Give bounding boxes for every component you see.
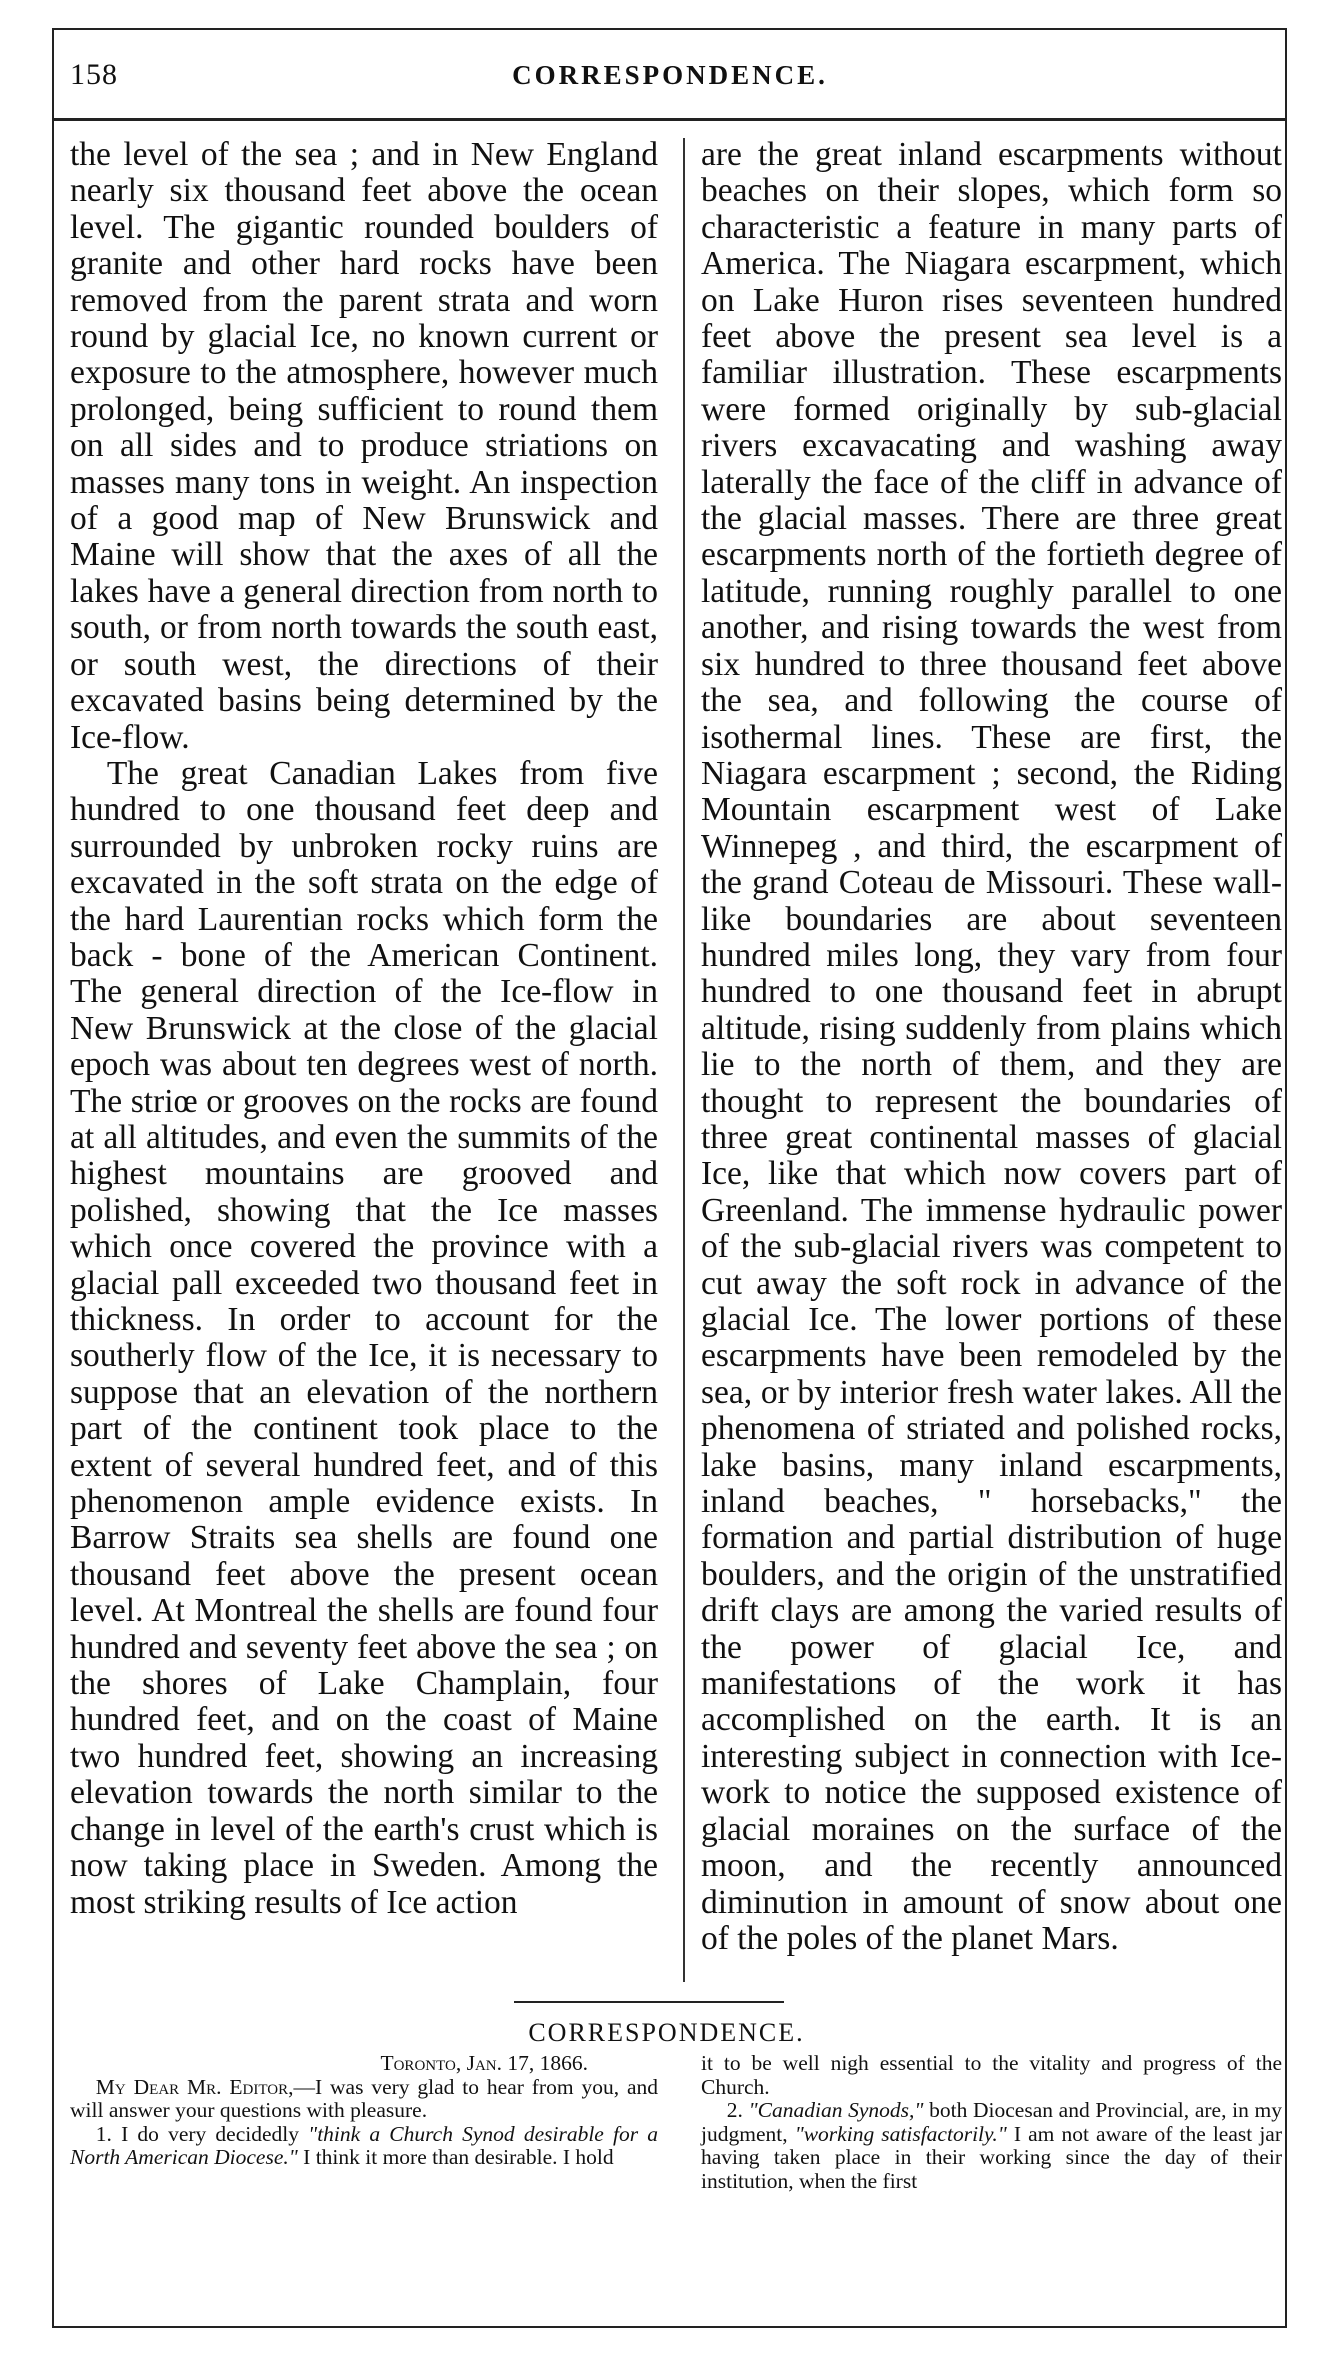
letter-continued: it to be well nigh essential to the vitality and progress of the Church. bbox=[701, 2051, 1282, 2099]
item-quote: "Canadian Synods," bbox=[742, 2098, 924, 2123]
page-header bbox=[70, 58, 1270, 108]
letter-opening bbox=[70, 2076, 658, 2123]
item-text: both Diocesan and Provincial, are, in my judgment, bbox=[701, 2098, 1283, 2146]
letter-column-left bbox=[70, 2052, 658, 2170]
letter-dateline: Toronto, Jan. 17, 1866. bbox=[380, 2051, 588, 2075]
page-number: 158 bbox=[70, 58, 118, 91]
item-text: I think it more than desirable. I hold bbox=[297, 2145, 614, 2170]
letter-opening-text: —I was very glad to hear from you, and will answer your questions with pleasure. bbox=[70, 2074, 658, 2123]
letter-column-right bbox=[701, 2052, 1282, 2194]
item-number: 1. bbox=[95, 2121, 112, 2146]
item-quote: "working satisfactorily." bbox=[794, 2121, 1007, 2146]
paragraph: are the great inland escarpments without beaches on their slopes, which form so characteristic a feature in many parts of America. The Niagara escarpment, which on Lake Huron rises seventeen hundred feet above the present sea level is a familiar illustration. These escarpments were formed originally by sub-glacial rivers excavacating and washing away laterally the face of the cliff in advance of the glacial masses. There are three great escarpments north of the fortieth degree of latitude, running roughly parallel to one another, and rising towards the west from six hundred to three thousand feet above the sea, and following the course of isothermal lines. These are first, the Niagara escarpment ; second, the Riding Mountain escarpment west of Lake Winnepeg , and third, the escarpment of the grand Coteau de Missouri. These wall-like boundaries are about seventeen hundred miles long, they vary from four hundred to one thousand feet in abrupt altitude, rising suddenly from plains which lie to the north of them, and they are thought to represent the boundaries of three great continental masses of glacial Ice, like that which now covers part of Greenland. The immense hydraulic power of the sub-glacial rivers was competent to cut away the soft rock in advance of the glacial Ice. The lower portions of these escarpments have been remodeled by the sea, or by interior fresh water lakes. All the phenomena of striated and polished rocks, lake basins, many inland escarpments, inland beaches, " horsebacks," the formation and partial distribution of huge boulders, and the origin of the unstratified drift clays are among the varied results of the power of glacial Ice, and manifestations of the work it has accomplished on the earth. It is an interesting subject in connection with Ice-work to notice the supposed existence of glacial moraines on the surface of the moon, and the recently announced diminution in amount of snow about one of the poles of the planet Mars. bbox=[701, 136, 1282, 1957]
letter-item-1 bbox=[70, 2123, 658, 2170]
article-column-left bbox=[70, 137, 658, 1921]
header-rule bbox=[52, 118, 1287, 121]
running-title: CORRESPONDENCE. bbox=[512, 60, 828, 90]
paragraph: the level of the sea ; and in New England nearly six thousand feet above the ocean level. The gigantic rounded boulders of granite and other hard rocks have been removed from the parent strata and worn round by glacial Ice, no known current or exposure to the atmosphere, however much prolonged, being sufficient to round them on all sides and to produce striations on masses many tons in weight. An inspection of a good map of New Brunswick and Maine will show that the axes of all the lakes have a general direction from north to south, or from north towards the south east, or south west, the directions of their excavated basins being determined by the Ice-flow. bbox=[70, 136, 658, 756]
item-number: 2. bbox=[726, 2098, 743, 2123]
letter-salutation: My Dear Mr. Editor, bbox=[95, 2074, 294, 2099]
correspondence-heading: CORRESPONDENCE. bbox=[528, 2018, 805, 2047]
letter-item-2 bbox=[701, 2099, 1282, 2193]
item-text: I do very decidedly bbox=[111, 2121, 309, 2146]
paragraph: The great Canadian Lakes from five hundred to one thousand feet deep and surrounded by unbroken rocky ruins are excavated in the soft strata on the edge of the hard Laurentian rocks which form the back - bone of the American Continent. The general direction of the Ice-flow in New Brunswick at the close of the glacial epoch was about ten degrees west of north. The striœ or grooves on the rocks are found at all altitudes, and even the summits of the highest mountains are grooved and polished, showing that the Ice masses which once covered the province with a glacial pall exceeded two thousand feet in thickness. In order to account for the southerly flow of the Ice, it is necessary to suppose that an elevation of the northern part of the continent took place to the extent of several hundred feet, and of this phenomenon ample evidence exists. In Barrow Straits sea shells are found one thousand feet above the present ocean level. At Montreal the shells are found four hundred and seventy feet above the sea ; on the shores of Lake Champlain, four hundred feet, and on the coast of Maine two hundred feet, showing an increasing elevation towards the north similar to the change in level of the earth's crust which is now taking place in Sweden. Among the most striking results of Ice action bbox=[70, 754, 658, 1921]
item-quote: "think a Church Synod desirable for a North American Diocese." bbox=[70, 2121, 659, 2170]
item-text: I am not aware of the least jar having taken place in their working since the day of their institution, when the first bbox=[701, 2121, 1282, 2193]
column-divider bbox=[683, 138, 685, 1982]
section-rule bbox=[514, 2001, 784, 2003]
article-column-right bbox=[701, 137, 1282, 1957]
